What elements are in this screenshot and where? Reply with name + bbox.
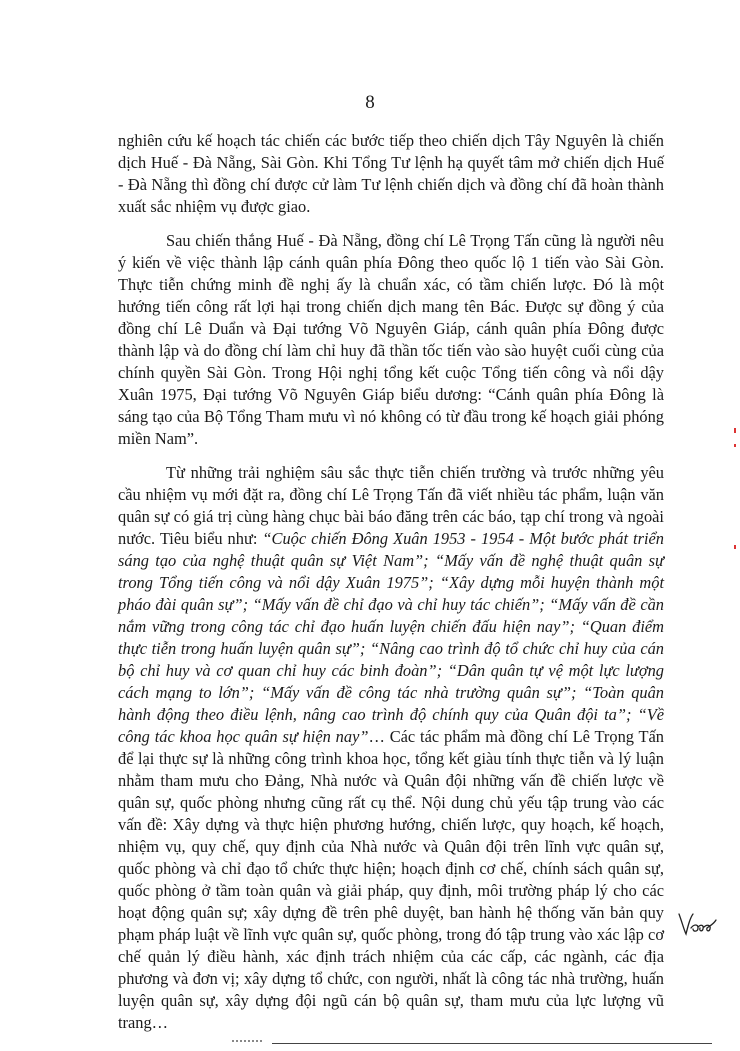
paragraph-2 [118,230,664,450]
margin-mark [734,545,736,549]
margin-mark [734,444,736,447]
handwritten-signature [676,908,718,940]
paragraph-text: … Các tác phẩm mà đồng chí Lê Trọng Tấn để lại thực sự là những công trình khoa học, tổng kết giàu tính thực tiễn và lý luận nhằm tham mưu cho Đảng, Nhà nước và Quân đội những vấn đề chiến lược về quân sự, quốc phòng nhưng cũng rất cụ thể. Nội dung chủ yếu tập trung vào các vấn đề: Xây dựng và thực hiện phương hướng, chiến lược, quy hoạch, kế hoạch, nhiệm vụ, quy chế, quy định của Nhà nước và Quân đội trên lĩnh vực quân sự, quốc phòng và chỉ đạo tổ chức thực hiện; hoạch định cơ chế, chính sách quân sự, quốc phòng ở tầm toàn quân và giải pháp, quy định, môi trường pháp lý cho các hoạt động quân sự; xây dựng đề trên phê duyệt, ban hành hệ thống văn bản quy phạm pháp luật về lĩnh vực quân sự, quốc phòng, trong đó tập trung vào xác lập cơ chế quản lý điều hành, xác định trách nhiệm của các cấp, các ngành, các địa phương và đơn vị; xây dựng tổ chức, con người, nhất là công tác nhà trường, huấn luyện quân sự, xây dựng đội ngũ cán bộ quân sự, tham mưu của lực lượng vũ trang… [118,727,664,1032]
paragraph-1 [118,130,664,218]
document-body [118,130,664,1046]
paragraph-text: Sau chiến thắng Huế - Đà Nẵng, đồng chí Lê Trọng Tấn cũng là người nêu ý kiến về việc thành lập cánh quân phía Đông theo quốc lộ 1 tiến vào Sài Gòn. Thực tiễn chứng minh đề nghị ấy là chuẩn xác, có tầm chiến lược. Đó là một hướng tiến công rất lợi hại trong chiến dịch mang tên Bác. Được sự đồng ý của đồng chí Lê Duẩn và Đại tướng Võ Nguyên Giáp, cánh quân phía Đông được thành lập và do đồng chí làm chỉ huy đã thần tốc tiến vào sào huyệt cuối cùng của chính quyền Sài Gòn. Trong Hội nghị tổng kết cuộc Tổng tiến công và nổi dậy Xuân 1975, Đại tướng Võ Nguyên Giáp biểu dương: “Cánh quân phía Đông là sáng tạo của Bộ Tổng Tham mưu vì nó không có từ đầu trong kế hoạch giải phóng miền Nam”. [118,231,664,448]
margin-mark [734,428,736,433]
footer-dots [232,1040,262,1044]
page-number: 8 [365,92,375,113]
works-list: “Cuộc chiến Đông Xuân 1953 - 1954 - Một bước phát triển sáng tạo của nghệ thuật quân sự Việt Nam”; “Mấy vấn đề nghệ thuật quân sự trong Tổng tiến công và nổi dậy Xuân 1975”; “Xây dựng mỗi huyện thành một pháo đài quân sự”; “Mấy vấn đề chỉ đạo và chỉ huy tác chiến”; “Mấy vấn đề cần nắm vững trong công tác chỉ đạo huấn luyện chiến đấu hiện nay”; “Quan điểm thực tiễn trong huấn luyện quân sự”; “Nâng cao trình độ tổ chức chỉ huy của cán bộ chỉ huy và cơ quan chỉ huy các binh đoàn”; “Dân quân tự vệ một lực lượng cách mạng to lớn”; “Mấy vấn đề công tác nhà trường quân sự”; “Toàn quân hành động theo điều lệnh, nâng cao trình độ chính quy của Quân đội ta”; “Về công tác khoa học quân sự hiện nay” [118,529,664,746]
paragraph-text: nghiên cứu kế hoạch tác chiến các bước tiếp theo chiến dịch Tây Nguyên là chiến dịch Huế - Đà Nẵng, Sài Gòn. Khi Tổng Tư lệnh hạ quyết tâm mở chiến dịch Huế - Đà Nẵng thì đồng chí được cử làm Tư lệnh chiến dịch và đồng chí đã hoàn thành xuất sắc nhiệm vụ được giao. [118,131,664,216]
paragraph-text: Từ những trải nghiệm sâu sắc thực tiễn chiến trường và trước những yêu cầu nhiệm vụ mới đặt ra, đồng chí Lê Trọng Tấn đã viết nhiều tác phẩm, luận văn quân sự có giá trị cùng hàng chục bài báo đăng trên các báo, tạp chí trong và ngoài nước. Tiêu biểu như: [118,463,664,548]
paragraph-3 [118,462,664,1034]
footer-rule [272,1043,712,1044]
